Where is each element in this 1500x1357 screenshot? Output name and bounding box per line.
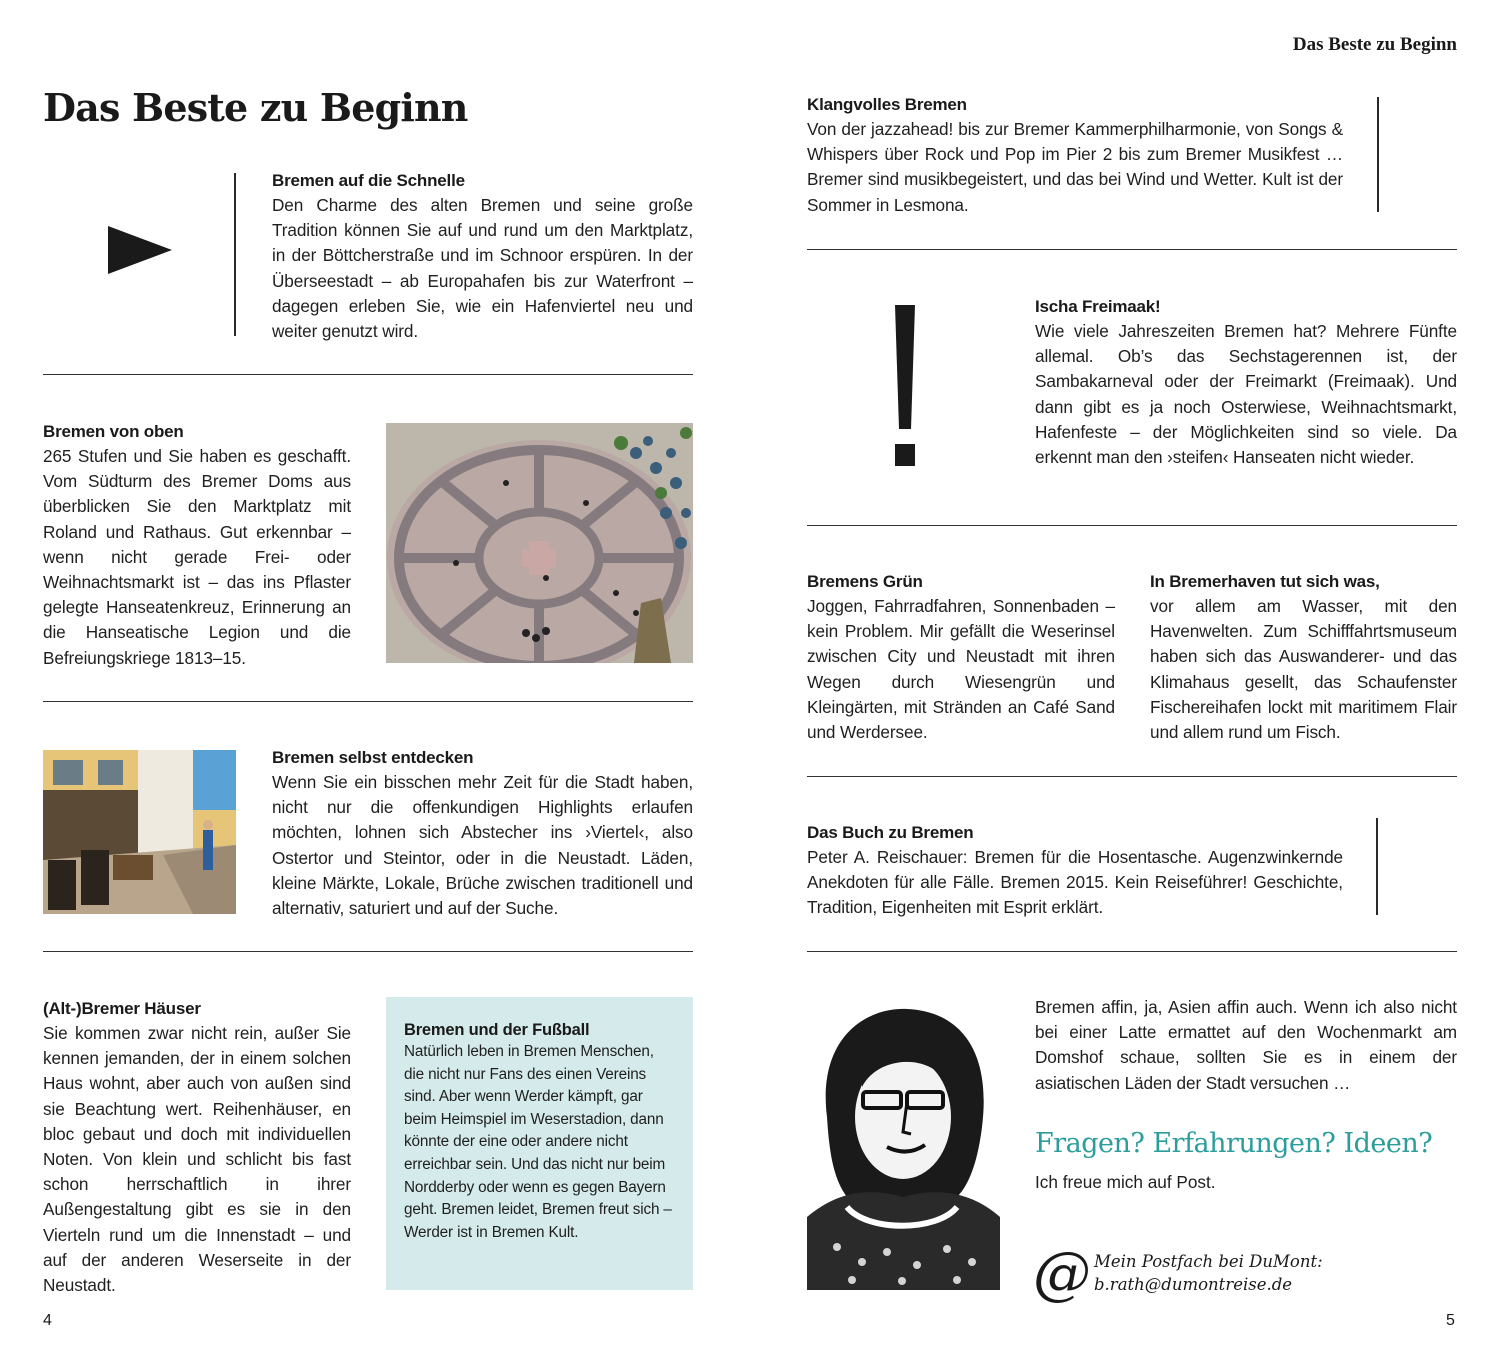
email-link[interactable]: b.rath@dumontreise.de — [1094, 1275, 1293, 1294]
page-number-left: 4 — [43, 1312, 52, 1329]
section-text: Wenn Sie ein bisschen mehr Zeit für die Stadt haben, nicht nur die offenkundigen Highlights erlaufen möchten, lohnen sich Abstecher ins ›Viertel‹, also Ostertor und Steintor, oder in die Neustadt. Läden, kleine Märkte, Lokale, Brüche zwischen traditionell und alternativ, saturiert und auf der Suche. — [272, 772, 693, 919]
section-heading: Bremen von oben — [43, 422, 184, 441]
section-haeuser — [43, 996, 351, 1298]
at-sign-icon: @ — [1033, 1239, 1091, 1307]
post-text: Ich freue mich auf Post. — [1035, 1172, 1216, 1192]
divider — [807, 525, 1457, 526]
mail-label: Mein Postfach bei DuMont: — [1094, 1252, 1323, 1271]
section-entdecken — [272, 745, 693, 921]
section-heading: Klangvolles Bremen — [807, 95, 967, 114]
vertical-divider — [1377, 97, 1379, 212]
portrait-illustration — [807, 997, 1000, 1290]
section-heading: In Bremerhaven tut sich was, — [1150, 572, 1380, 591]
vertical-divider — [234, 173, 236, 336]
divider — [807, 776, 1457, 777]
section-text: Den Charme des alten Bremen und seine große Tradition können Sie auf und rund um den Marktplatz, in der Böttcherstraße und im Schnoor erspüren. In der Überseestadt – ab Europahafen bis zur Waterfront – dagegen erleben Sie, wie ein Hafenviertel neu und weiter genutzt wird. — [272, 195, 693, 342]
section-text: 265 Stufen und Sie haben es geschafft. Vom Südturm des Bremer Doms aus überblicken Sie den Marktplatz mit Roland und Rathaus. Gut erkennbar – wenn nicht gerade Frei- oder Weihnachtsmarkt ist – das ins Pflaster gelegte Hanseatenkreuz, Erinnerung an die Hanseatische Legion und die Befreiungskriege 1813–15. — [43, 446, 351, 668]
section-text: Wie viele Jahreszeiten Bremen hat? Mehrere Fünfte allemal. Ob’s das Sechstagerennen ist, der Sambakarneval oder der Freimarkt (Freimaak). Und dann gibt es ja noch Osterwiese, Weihnachtsmarkt, Hafenfeste – der Möglichkeiten sind so viele. Da erkennt man den ›steifen‹ Hanseaten nicht wieder. — [1035, 321, 1457, 468]
section-heading: Bremen auf die Schnelle — [272, 171, 465, 190]
fragen-heading: Fragen? Erfahrungen? Ideen? — [1035, 1128, 1433, 1159]
exclamation-icon — [888, 305, 922, 465]
marktplatz-illustration — [386, 423, 693, 663]
author-intro: Bremen affin, ja, Asien affin auch. Wenn ich also nicht bei einer Latte ermattet auf den Wochenmarkt am Domshof schaue, sollten Sie es in einem der asiatischen Läden der Stadt versuchen … — [1035, 997, 1457, 1093]
section-heading: Ischa Freimaak! — [1035, 297, 1161, 316]
divider — [43, 701, 693, 702]
section-text: Joggen, Fahrradfahren, Sonnenbaden – kein Problem. Mir gefällt die Weserinsel zwischen City und Neustadt mit ihren Wegen durch Wiesengrün und Kleingärten, mit Stränden an Café Sand und Werdersee. — [807, 596, 1115, 743]
section-gruen — [807, 569, 1115, 745]
divider — [43, 374, 693, 375]
section-text: Sie kommen zwar nicht rein, außer Sie kennen jemanden, der in einem solchen Haus wohnt, aber auch von außen sind sie Beachtung wert. Reihenhäuser, en bloc gebaut und doch mit individuellen Noten. Von klein und schlicht bis fast schon herrschaftlich in ihrer Außengestaltung gibt es sie in den Vierteln rund um die Innenstadt – und auf der anderen Weserseite in der Neustadt. — [43, 1023, 351, 1296]
viertel-illustration — [43, 750, 236, 914]
divider — [807, 249, 1457, 250]
running-head: Das Beste zu Beginn — [1292, 34, 1457, 55]
viertel-street-photo — [43, 750, 236, 914]
section-klangvoll — [807, 92, 1343, 218]
page-number-right: 5 — [1446, 1312, 1455, 1329]
section-heading: Das Buch zu Bremen — [807, 823, 974, 842]
divider — [43, 951, 693, 952]
page-title: Das Beste zu Beginn — [43, 85, 468, 130]
divider — [807, 951, 1457, 952]
fussball-info-box — [386, 997, 693, 1290]
section-schnelle — [272, 168, 693, 344]
section-heading: (Alt-)Bremer Häuser — [43, 999, 201, 1018]
section-text: Von der jazzahead! bis zur Bremer Kammerphilharmonie, von Songs & Whispers über Rock und Pop im Pier 2 bis zum Bremer Musikfest … Bremer sind musikbegeistert, und das bei Wind und Wetter. Kult ist der Sommer in Lesmona. — [807, 119, 1343, 215]
play-triangle-icon — [108, 226, 172, 274]
section-heading: Bremens Grün — [807, 572, 923, 591]
section-von-oben — [43, 419, 351, 671]
section-bremerhaven — [1150, 569, 1457, 745]
box-heading: Bremen und der Fußball — [404, 1021, 590, 1039]
marktplatz-aerial-photo — [386, 423, 693, 663]
section-buch — [807, 820, 1343, 921]
section-text: Peter A. Reischauer: Bremen für die Hosentasche. Augenzwinkernde Anekdoten für alle Fälle. Bremen 2015. Kein Reiseführer! Geschichte, Tradition, Eigenheiten mit Esprit erklärt. — [807, 847, 1343, 918]
section-heading: Bremen selbst entdecken — [272, 748, 474, 767]
author-portrait — [807, 997, 1000, 1290]
section-text: vor allem am Wasser, mit den Havenwelten. Zum Schifffahrtsmuseum haben sich das Auswanderer- und das Klimahaus gesellt, das Schaufenster Fischereihafen lockt mit maritimem Flair und allem rund um Fisch. — [1150, 596, 1457, 743]
section-freimaak — [1035, 294, 1457, 470]
box-text: Natürlich leben in Bremen Menschen, die nicht nur Fans des einen Vereins sind. Aber wenn Werder kämpft, gar beim Heimspiel im Weserstadion, dann könnte der eine oder andere nicht erreichbar sein. Und das nicht nur beim Nordderby oder wenn es gegen Bayern geht. Bremen leidet, Bremen freut sich – Werder ist in Bremen Kult. — [404, 1043, 672, 1241]
vertical-divider — [1376, 818, 1378, 915]
